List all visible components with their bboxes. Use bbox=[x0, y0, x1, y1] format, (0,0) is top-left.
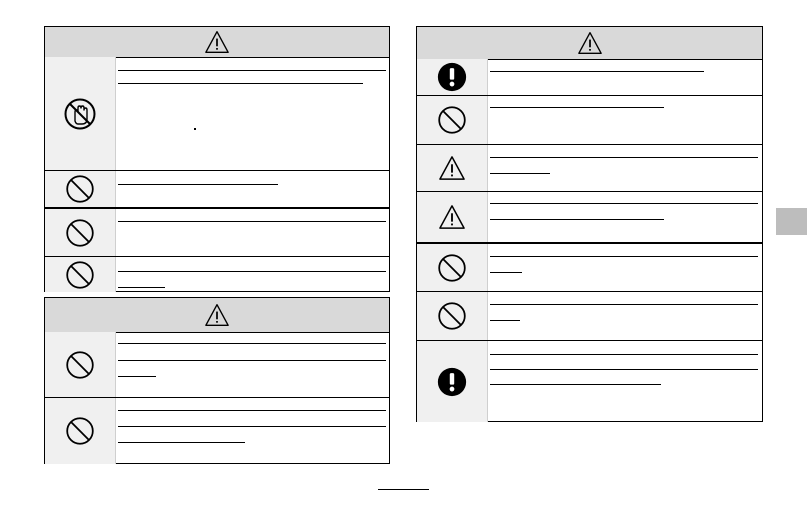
text-rule bbox=[490, 71, 704, 72]
text-rule bbox=[490, 107, 664, 108]
text-rule bbox=[118, 360, 386, 361]
text-rule bbox=[118, 287, 165, 288]
text-rule bbox=[118, 442, 245, 443]
prohibited-icon bbox=[437, 253, 467, 283]
caution-row bbox=[45, 397, 389, 464]
text-rule bbox=[490, 354, 758, 355]
caution-row bbox=[417, 340, 762, 422]
icon-cell bbox=[45, 332, 116, 397]
left-caution-box bbox=[44, 297, 390, 464]
icon-cell bbox=[417, 145, 488, 191]
icon-cell bbox=[45, 57, 116, 170]
mandatory-exclamation-icon bbox=[437, 62, 467, 92]
icon-cell bbox=[417, 59, 488, 95]
icon-cell bbox=[417, 244, 488, 291]
warning-header bbox=[45, 27, 389, 58]
prohibited-icon bbox=[437, 301, 467, 331]
caution-row bbox=[45, 170, 389, 207]
text-rule bbox=[118, 83, 363, 84]
icon-cell bbox=[417, 292, 488, 340]
mark bbox=[194, 128, 196, 130]
caution-row bbox=[45, 256, 389, 292]
icon-cell bbox=[417, 96, 488, 144]
section-index-tab bbox=[776, 208, 807, 235]
icon-cell bbox=[417, 341, 488, 422]
text-rule bbox=[490, 173, 550, 174]
warning-triangle-icon bbox=[204, 30, 230, 54]
text-rule bbox=[118, 70, 386, 71]
text-rule bbox=[490, 219, 664, 220]
text-rule bbox=[118, 343, 386, 344]
icon-cell bbox=[45, 257, 116, 292]
text-rule bbox=[490, 203, 758, 204]
do-not-touch-icon bbox=[63, 97, 97, 131]
caution-row bbox=[45, 57, 389, 170]
text-rule bbox=[490, 256, 758, 257]
text-rule bbox=[490, 272, 522, 273]
prohibited-icon bbox=[65, 260, 95, 290]
warning-triangle-icon bbox=[438, 204, 466, 230]
warning-header bbox=[45, 298, 389, 333]
warning-triangle-icon bbox=[204, 303, 230, 327]
mandatory-exclamation-icon bbox=[437, 367, 467, 397]
text-rule bbox=[118, 271, 386, 272]
warning-header bbox=[417, 27, 762, 60]
caution-row bbox=[417, 242, 762, 291]
prohibited-icon bbox=[65, 350, 95, 380]
caution-row bbox=[417, 95, 762, 144]
text-rule bbox=[490, 384, 661, 385]
left-warning-box bbox=[44, 26, 390, 292]
text-rule bbox=[118, 184, 278, 185]
warning-triangle-icon bbox=[438, 155, 466, 181]
right-warning-box bbox=[416, 26, 763, 422]
text-rule bbox=[490, 320, 520, 321]
icon-cell bbox=[45, 398, 116, 464]
text-rule bbox=[118, 426, 386, 427]
text-rule bbox=[118, 221, 386, 222]
icon-cell bbox=[45, 209, 116, 256]
caution-row bbox=[417, 144, 762, 191]
prohibited-icon bbox=[437, 105, 467, 135]
caution-row bbox=[417, 59, 762, 95]
prohibited-icon bbox=[65, 218, 95, 248]
text-rule bbox=[490, 157, 758, 158]
caution-row bbox=[45, 332, 389, 397]
prohibited-icon bbox=[65, 416, 95, 446]
caution-row bbox=[417, 291, 762, 340]
caution-row bbox=[417, 191, 762, 242]
text-rule bbox=[118, 376, 156, 377]
prohibited-icon bbox=[65, 174, 95, 204]
icon-cell bbox=[45, 171, 116, 207]
caution-row bbox=[45, 207, 389, 256]
warning-triangle-icon bbox=[577, 31, 603, 55]
icon-cell bbox=[417, 192, 488, 242]
text-rule bbox=[490, 304, 758, 305]
page-footer-rule bbox=[378, 489, 429, 490]
text-rule bbox=[490, 369, 758, 370]
text-rule bbox=[118, 410, 386, 411]
